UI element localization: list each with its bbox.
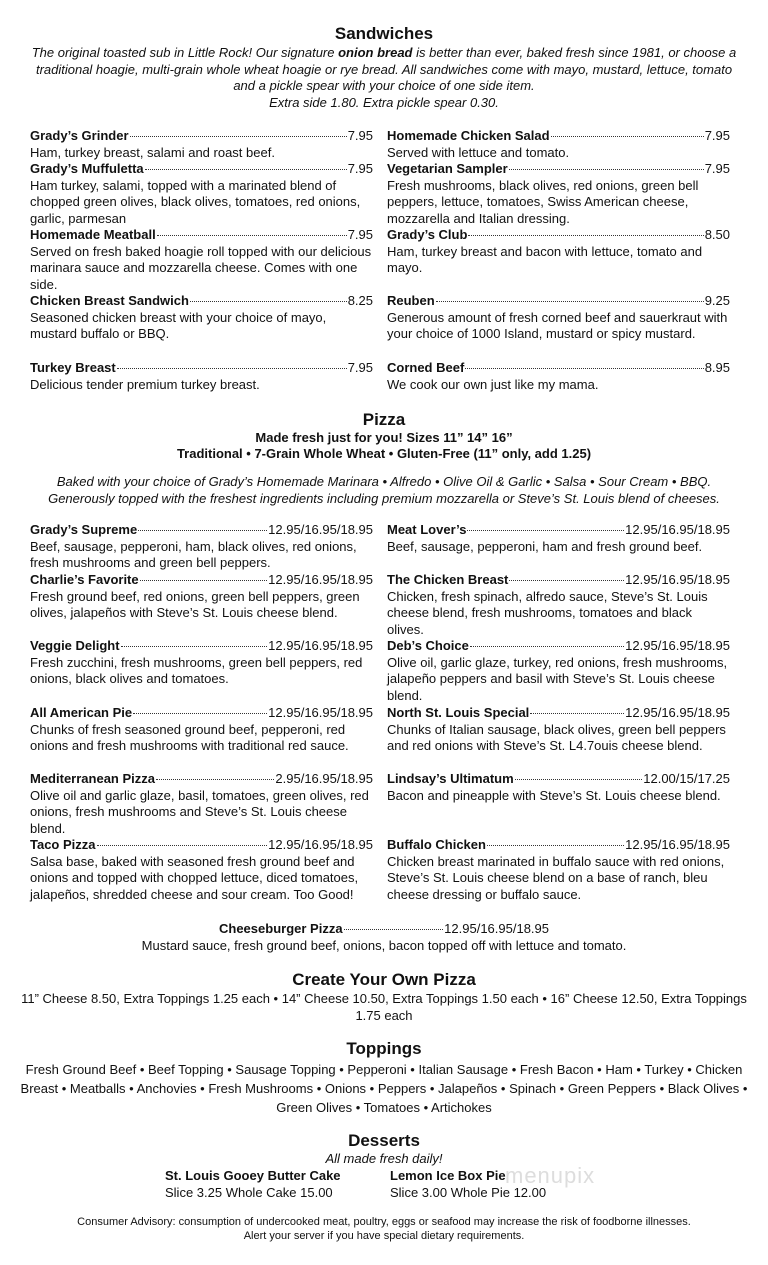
item-price: 8.95: [704, 360, 730, 375]
item-description: Mustard sauce, fresh ground beef, onions, bacon topped off with lettuce and tomato.: [141, 937, 627, 953]
item-price: 8.25: [347, 293, 373, 308]
menu-item: [387, 522, 730, 572]
leader-dots: [436, 301, 704, 302]
leader-dots: [465, 368, 703, 369]
item-name: North St. Louis Special: [387, 705, 530, 720]
item-name: All American Pie: [30, 705, 133, 720]
menu-item: [387, 293, 730, 360]
leader-dots: [509, 169, 704, 170]
menu-item: [30, 522, 373, 572]
pizza-list: [30, 522, 730, 903]
item-description: Fresh mushrooms, black olives, red onions, green bell peppers, lettuce, tomatoes, Swiss American cheese, mozzarella and Italian dressing.: [387, 177, 699, 226]
item-name: Cheeseburger Pizza: [219, 921, 343, 936]
leader-dots: [470, 646, 624, 647]
item-name: Grady’s Supreme: [30, 522, 138, 537]
sandwiches-title: Sandwiches: [334, 24, 434, 43]
item-description: Delicious tender premium turkey breast.: [30, 376, 260, 392]
menu-item: [387, 227, 730, 293]
item-description: Chunks of Italian sausage, black olives, green bell peppers and red onions with Steve’s St. L4.7ouis cheese blend.: [387, 721, 726, 753]
item-name: The Chicken Breast: [387, 572, 509, 587]
advisory-line: Alert your server if you have special dietary requirements.: [243, 1230, 525, 1242]
desserts-subtitle: All made fresh daily!: [325, 1151, 443, 1166]
menu-item: [387, 128, 730, 161]
item-description: Chicken breast marinated in buffalo sauce with red onions, Steve’s St. Louis cheese blend on a base of ranch, bleu cheese dressing or buffalo sauce.: [387, 853, 725, 902]
leader-dots: [530, 713, 624, 714]
item-name: Meat Lover’s: [387, 522, 467, 537]
item-description: Fresh zucchini, fresh mushrooms, green bell peppers, red onions, black olives and tomatoes.: [30, 654, 363, 686]
leader-dots: [190, 301, 347, 302]
item-name: Veggie Delight: [30, 638, 120, 653]
leader-dots: [468, 235, 703, 236]
leader-dots: [145, 169, 347, 170]
item-price: 7.95: [347, 227, 373, 242]
item-name: Charlie’s Favorite: [30, 572, 139, 587]
menu-item: [30, 360, 373, 393]
menu-item: [387, 360, 730, 393]
leader-dots: [156, 779, 274, 780]
menu-item: [30, 227, 373, 293]
item-description: Olive oil and garlic glaze, basil, tomatoes, green olives, red onions, fresh mushrooms and Steve’s St. Louis cheese blend.: [30, 787, 369, 836]
item-description: Ham turkey, salami, topped with a marinated blend of chopped green olives, black olives, tomatoes, red onions, garlic, parmesan: [30, 177, 361, 226]
item-price: 12.95/16.95/18.95: [268, 837, 373, 852]
sandwiches-list: [30, 128, 730, 393]
item-description: Beef, sausage, pepperoni, ham and fresh ground beef.: [387, 538, 703, 554]
menu-item: [30, 638, 373, 705]
menu-item: [30, 572, 373, 638]
consumer-advisory: [0, 1215, 768, 1243]
item-name: Homemade Chicken Salad: [387, 128, 550, 143]
item-price: 7.95: [347, 161, 373, 176]
intro-text: The original toasted sub in Little Rock! Our signature: [31, 45, 339, 60]
item-name: Homemade Meatball: [30, 227, 156, 242]
dessert-item: [165, 1168, 341, 1201]
watermark-logo: menupix: [505, 1163, 596, 1188]
menu-item: [30, 837, 373, 903]
item-price: 12.95/16.95/18.95: [268, 705, 373, 720]
item-description: Ham, turkey breast and bacon with lettuce, tomato and mayo.: [387, 243, 703, 275]
cheeseburger-pizza: [0, 921, 768, 954]
item-price: 12.95/16.95/18.95: [268, 638, 373, 653]
pizza-title: Pizza: [362, 410, 406, 429]
pizza-intro: Baked with your choice of Grady’s Homemade Marinara • Alfredo • Olive Oil & Garlic • Salsa • Sour Cream • BBQ. Generously topped with the freshest ingredients including premium mozzarella or Steve’s St. Louis blend of cheeses.: [48, 474, 720, 506]
menu-item: [30, 128, 373, 161]
item-description: Beef, sausage, pepperoni, ham, black olives, red onions, fresh mushrooms and green bell peppers.: [30, 538, 357, 570]
leader-dots: [97, 845, 268, 846]
item-name: Corned Beef: [387, 360, 465, 375]
item-price: 12.00/15/17.25: [643, 771, 730, 786]
menu-item: [30, 293, 373, 360]
leader-dots: [344, 929, 444, 930]
item-price: 7.95: [347, 360, 373, 375]
item-name: Turkey Breast: [30, 360, 116, 375]
intro-text: is better than ever, baked fresh since 1981, or choose a traditional hoagie, multi-grain whole wheat hoagie or rye bread. All sandwiches come with mayo, mustard, lettuce, tomato and a pickle spear with your choice of one side item.: [35, 45, 737, 93]
leader-dots: [140, 580, 268, 581]
menu-item: [387, 771, 730, 837]
leader-dots: [515, 779, 643, 780]
menu-item: [387, 638, 730, 705]
extras-text: Extra side 1.80. Extra pickle spear 0.30.: [269, 94, 499, 110]
item-name: Reuben: [387, 293, 435, 308]
item-price: 7.95: [347, 128, 373, 143]
item-description: Served on fresh baked hoagie roll topped with our delicious marinara sauce and mozzarella cheese. Comes with one side.: [30, 243, 372, 292]
intro-bold: onion bread: [338, 45, 413, 60]
menu-item: [387, 837, 730, 903]
item-description: Chunks of fresh seasoned ground beef, pepperoni, red onions and fresh mushrooms with traditional red sauce.: [30, 721, 349, 753]
item-price: 12.95/16.95/18.95: [268, 572, 373, 587]
sandwiches-intro: [30, 45, 738, 111]
item-description: Generous amount of fresh corned beef and sauerkraut with your choice of 1000 Island, mustard or spicy mustard.: [387, 309, 728, 341]
leader-dots: [138, 530, 267, 531]
create-text: 11” Cheese 8.50, Extra Toppings 1.25 each • 14” Cheese 10.50, Extra Toppings 1.50 each • 16” Cheese 12.50, Extra Toppings 1.75 each: [21, 991, 747, 1023]
create-title: Create Your Own Pizza: [292, 970, 476, 989]
item-price: 7.95: [704, 161, 730, 176]
menu-item: [387, 572, 730, 638]
menu-item: [387, 705, 730, 771]
item-name: Taco Pizza: [30, 837, 96, 852]
pizza-sizes: Made fresh just for you! Sizes 11” 14” 16”: [255, 430, 513, 445]
item-name: Buffalo Chicken: [387, 837, 486, 852]
item-price: 8.50: [704, 227, 730, 242]
leader-dots: [157, 235, 347, 236]
item-name: Lemon Ice Box Pie: [390, 1168, 506, 1183]
leader-dots: [121, 646, 268, 647]
menu-item: [30, 161, 373, 227]
item-price: 2.95/16.95/18.95: [275, 771, 373, 786]
item-price: 12.95/16.95/18.95: [625, 638, 730, 653]
menu-item: [30, 705, 373, 771]
item-price: 12.95/16.95/18.95: [625, 705, 730, 720]
toppings-title: Toppings: [346, 1039, 422, 1058]
item-description: Served with lettuce and tomato.: [387, 144, 570, 160]
item-description: Bacon and pineapple with Steve’s St. Louis cheese blend.: [387, 787, 721, 803]
item-price: 12.95/16.95/18.95: [625, 522, 730, 537]
item-name: Lindsay’s Ultimatum: [387, 771, 514, 786]
item-description: We cook our own just like my mama.: [387, 376, 599, 392]
leader-dots: [551, 136, 704, 137]
item-name: Grady’s Grinder: [30, 128, 129, 143]
item-description: Ham, turkey breast, salami and roast beef.: [30, 144, 275, 160]
item-name: St. Louis Gooey Butter Cake: [165, 1168, 341, 1183]
item-price: 12.95/16.95/18.95: [444, 921, 549, 936]
leader-dots: [467, 530, 624, 531]
item-description: Olive oil, garlic glaze, turkey, red onions, fresh mushrooms, jalapeño peppers and basil with Steve’s St. Louis cheese blend.: [387, 654, 728, 703]
item-name: Vegetarian Sampler: [387, 161, 508, 176]
item-name: Grady’s Club: [387, 227, 468, 242]
item-name: Mediterranean Pizza: [30, 771, 155, 786]
advisory-line: Consumer Advisory: consumption of undercooked meat, poultry, eggs or seafood may increase the risk of foodborne illnesses.: [77, 1216, 691, 1228]
item-name: Deb’s Choice: [387, 638, 469, 653]
leader-dots: [133, 713, 267, 714]
menu-item: [30, 771, 373, 837]
item-price: 9.25: [704, 293, 730, 308]
toppings-text: Fresh Ground Beef • Beef Topping • Sausage Topping • Pepperoni • Italian Sausage • Fresh Bacon • Ham • Turkey • Chicken Breast • Meatballs • Anchovies • Fresh Mushrooms • Onions • Peppers • Jalapeños • Spinach • Green Peppers • Black Olives • Green Olives • Tomatoes • Artichokes: [20, 1062, 748, 1115]
leader-dots: [487, 845, 624, 846]
item-price: 12.95/16.95/18.95: [268, 522, 373, 537]
menu-item: [387, 161, 730, 227]
desserts-title: Desserts: [348, 1131, 420, 1150]
pizza-crusts: Traditional • 7-Grain Whole Wheat • Gluten-Free (11” only, add 1.25): [176, 446, 592, 461]
item-description: Seasoned chicken breast with your choice of mayo, mustard buffalo or BBQ.: [30, 309, 327, 341]
item-price: 12.95/16.95/18.95: [625, 572, 730, 587]
leader-dots: [509, 580, 624, 581]
item-description: Chicken, fresh spinach, alfredo sauce, Steve’s St. Louis cheese blend, fresh mushrooms, tomatoes and black olives.: [387, 588, 708, 637]
item-name: Grady’s Muffuletta: [30, 161, 144, 176]
item-price: Slice 3.25 Whole Cake 15.00: [165, 1184, 333, 1200]
leader-dots: [117, 368, 347, 369]
item-description: Salsa base, baked with seasoned fresh ground beef and onions and topped with chopped lettuce, diced tomatoes, jalapeños, shredded cheese and sour cream. Too Good!: [30, 853, 359, 902]
item-name: Chicken Breast Sandwich: [30, 293, 189, 308]
item-description: Fresh ground beef, red onions, green bell peppers, green olives, jalapeños with Steve’s St. Louis cheese blend.: [30, 588, 360, 620]
item-price: 7.95: [704, 128, 730, 143]
item-price: Slice 3.00 Whole Pie 12.00: [390, 1184, 547, 1200]
item-price: 12.95/16.95/18.95: [625, 837, 730, 852]
leader-dots: [130, 136, 347, 137]
